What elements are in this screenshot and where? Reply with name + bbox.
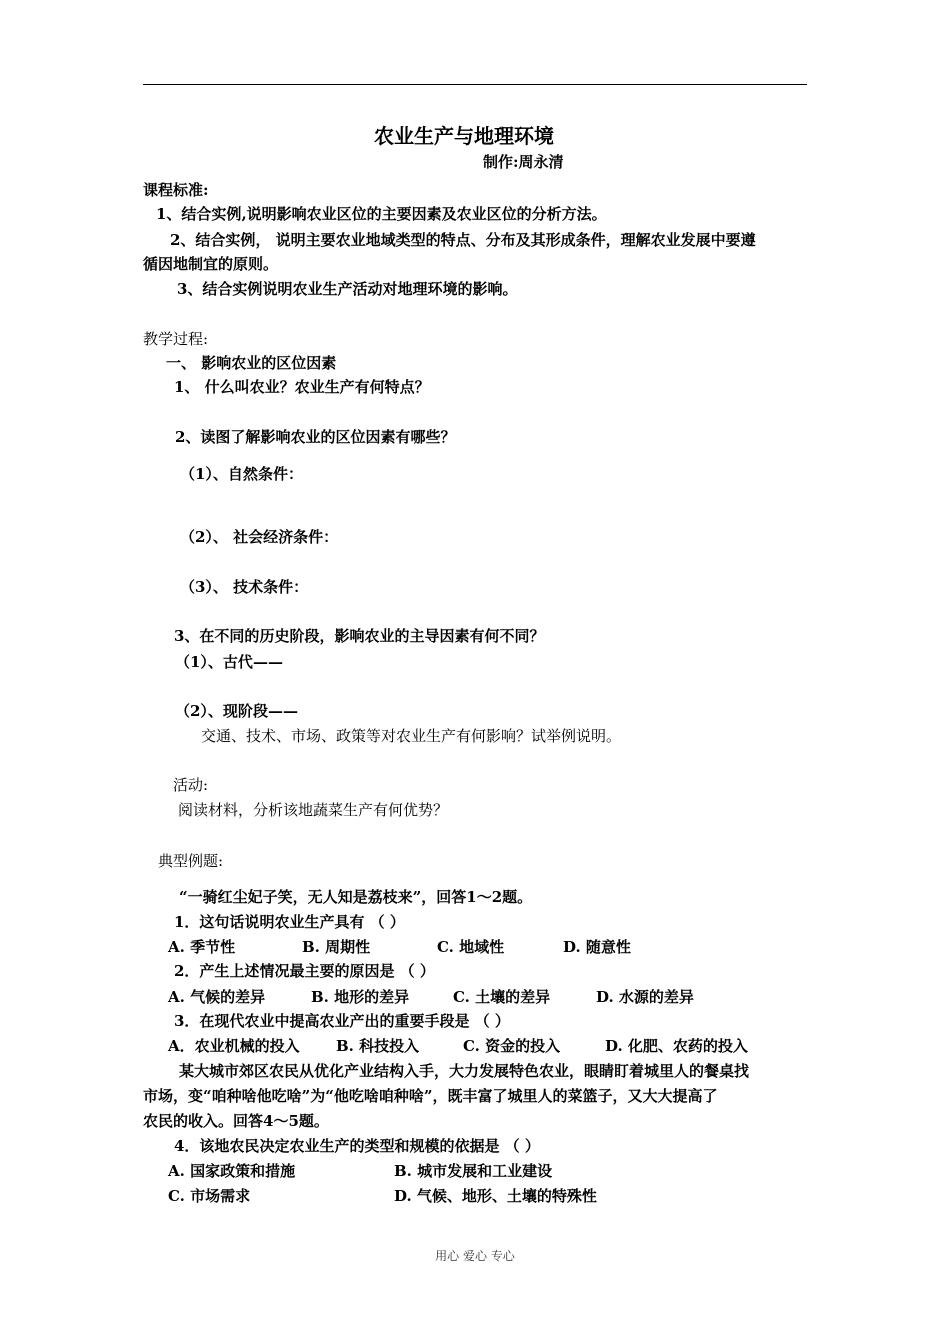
standard-item-3: 3、结合实例说明农业生产活动对地理环境的影响。	[177, 280, 518, 298]
question-3: 3、在不同的历史阶段，影响农业的主导因素有何不同？	[174, 627, 545, 645]
examples-heading: 典型例题:	[158, 852, 224, 870]
factor-natural: （1）、自然条件：	[180, 465, 303, 483]
era-modern: （2）、现阶段——	[175, 702, 298, 720]
standard-item-1: 1、结合实例,说明影响农业区位的主要因素及农业区位的分析方法。	[156, 205, 607, 223]
question-2: 2、读图了解影响农业的区位因素有哪些？	[175, 428, 456, 446]
section-1-heading: 一、 影响农业的区位因素	[166, 354, 337, 372]
q2-option-c: C. 土壤的差异	[453, 988, 551, 1006]
q4-option-d: D. 气候、地形、土壤的特殊性	[394, 1187, 597, 1205]
question-3-note: 交通、技术、市场、政策等对农业生产有何影响？试举例说明。	[201, 727, 622, 745]
standard-item-2-cont: 循因地制宜的原则。	[143, 255, 279, 273]
document-title: 农业生产与地理环境	[374, 124, 554, 148]
page-footer: 用心 爱心 专心	[435, 1249, 515, 1263]
factor-socioeconomic: （2）、 社会经济条件：	[180, 528, 339, 546]
standard-item-2: 2、结合实例， 说明主要农业地域类型的特点、分布及其形成条件，理解农业发展中要遵	[170, 231, 756, 249]
example-question-4: 4．该地农民决定农业生产的类型和规模的依据是 （ ）	[174, 1137, 540, 1155]
q1-option-c: C. 地域性	[437, 938, 505, 956]
q4-option-c: C. 市场需求	[168, 1187, 251, 1205]
standards-heading: 课程标准:	[143, 181, 209, 199]
q2-option-b: B. 地形的差异	[311, 988, 410, 1006]
q1-option-a: A. 季节性	[168, 938, 236, 956]
example-intro-2-line-1: 某大城市郊区农民从优化产业结构入手，大力发展特色农业，眼睛盯着城里人的餐桌找	[179, 1062, 750, 1080]
process-heading: 教学过程:	[143, 330, 209, 348]
factor-technical: （3）、 技术条件：	[180, 578, 309, 596]
q4-option-b: B. 城市发展和工业建设	[394, 1162, 553, 1180]
activity-heading: 活动:	[173, 776, 209, 794]
example-question-1: 1．这句话说明农业生产具有 （ ）	[174, 913, 405, 931]
question-1: 1、 什么叫农业？农业生产有何特点？	[174, 378, 430, 396]
author-line: 制作:周永清	[483, 153, 564, 171]
q4-option-a: A. 国家政策和措施	[168, 1162, 296, 1180]
example-question-3: 3．在现代农业中提高农业产出的重要手段是 （ ）	[174, 1012, 510, 1030]
era-ancient: （1）、古代——	[175, 653, 283, 671]
example-question-2: 2．产生上述情况最主要的原因是 （ ）	[174, 962, 435, 980]
example-intro-2-line-3: 农民的收入。回答4～5题。	[143, 1112, 329, 1130]
q2-option-d: D. 水源的差异	[596, 988, 694, 1006]
example-intro-1: “一骑红尘妃子笑，无人知是荔枝来”，回答1～2题。	[179, 888, 533, 906]
activity-text: 阅读材料，分析该地蔬菜生产有何优势？	[178, 801, 449, 819]
q3-option-b: B. 科技投入	[336, 1037, 420, 1055]
q3-option-a: A．农业机械的投入	[168, 1037, 300, 1055]
q2-option-a: A. 气候的差异	[168, 988, 266, 1006]
q3-option-d: D. 化肥、农药的投入	[605, 1037, 748, 1055]
header-rule	[143, 84, 807, 85]
q3-option-c: C. 资金的投入	[463, 1037, 561, 1055]
q1-option-b: B. 周期性	[302, 938, 371, 956]
example-intro-2-line-2: 市场，变“咱种啥他吃啥”为“他吃啥咱种啥”，既丰富了城里人的菜篮子，又大大提高了	[143, 1087, 718, 1105]
q1-option-d: D. 随意性	[563, 938, 631, 956]
